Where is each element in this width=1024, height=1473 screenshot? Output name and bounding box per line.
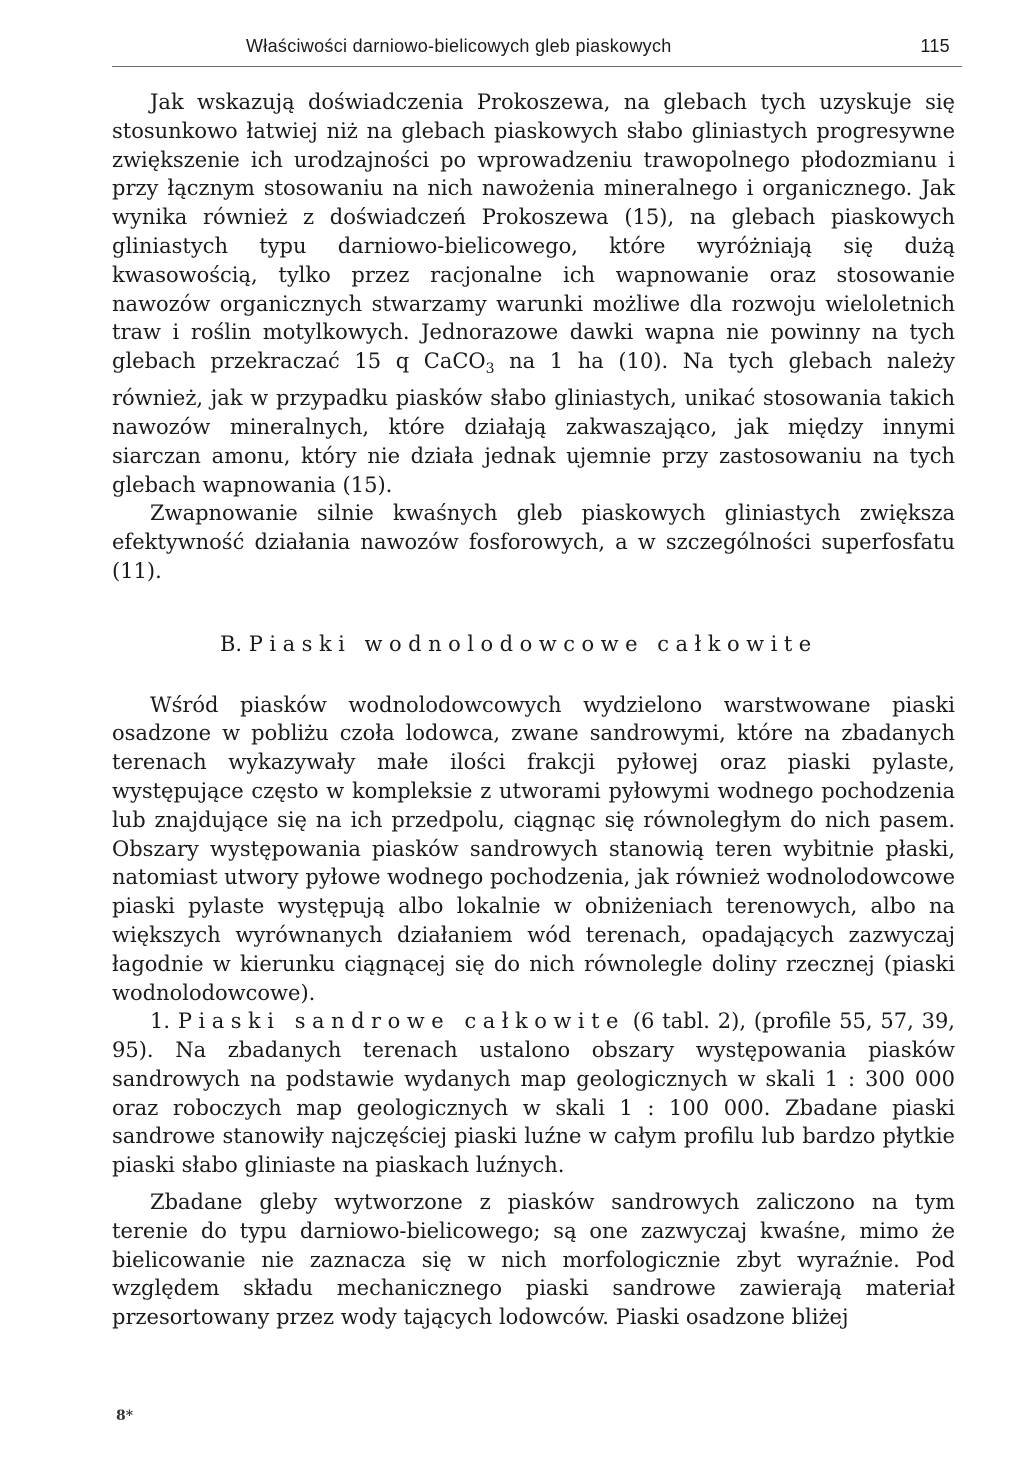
body-text <box>112 88 955 1332</box>
paragraph-4 <box>112 1007 955 1180</box>
paragraph-1-text: Jak wskazują doświadczenia Prokoszewa, na glebach tych uzyskuje się stosunkowo łatwiej niż na glebach piaskowych słabo gliniastych progresywne zwiększenie ich urodzajności po wprowadzeniu trawopolnego płodozmianu i przy łącznym stosowaniu na nich nawożenia mineralnego i organicznego. Jak wynika również z doświadczeń Prokoszewa (15), na glebach piaskowych gliniastych typu darniowo-bielicowego, które wyróżniają się dużą kwasowością, tylko przez racjonalne ich wapnowanie oraz stosowanie nawozów organicznych stwarzamy warunki możliwe dla rozwoju wieloletnich traw i roślin motylkowych. Jednorazowe dawki wapna nie powinny na tych glebach przekraczać 15 q CaCO <box>112 90 955 374</box>
paragraph-4-number: 1. <box>150 1009 171 1034</box>
subscript-3: 3 <box>485 361 495 378</box>
section-letter: B. <box>220 631 243 656</box>
paragraph-1 <box>112 88 955 499</box>
paragraph-4-spaced-title: Piaski sandrowe całkowite <box>177 1009 625 1034</box>
section-title: Piaski wodnolodowcowe całkowite <box>248 631 818 656</box>
signature-mark: 8* <box>116 1408 134 1424</box>
paragraph-5: Zbadane gleby wytworzone z piasków sandrowych zaliczono na tym terenie do typu darniowo-bielicowego; są one zazwyczaj kwaśne, mimo że bielicowanie nie zaznacza się w nich morfologicznie zbyt wyraźnie. Pod względem składu mechanicznego piaski sandrowe zawierają materiał przesortowany przez wody tających lodowców. Piaski osadzone bliżej <box>112 1190 955 1330</box>
paragraph-3: Wśród piasków wodnolodowcowych wydzielono warstwowane piaski osadzone w pobliżu czoła lodowca, zwane sandrowymi, które na zbadanych terenach wykazywały małe ilości frakcji pyłowej oraz piaski pylaste, występujące często w kompleksie z utworami pyłowymi wodnego pochodzenia lub znajdujące się na ich przedpolu, ciągnąc się równoległym do nich pasem. Obszary występowania piasków sandrowych stanowią teren wybitnie płaski, natomiast utwory pyłowe wodnego pochodzenia, jak również wodnolodowcowe piaski pylaste występują albo lokalnie w obniżeniach terenowych, albo na większych wyrównanych działaniem wód terenach, opadających zazwyczaj łagodnie w kierunku ciągnącej się do nich równolegle doliny rzecznej (piaski wodnolodowcowe). <box>112 692 955 1005</box>
page-number: 115 <box>920 36 950 56</box>
running-header <box>112 32 962 67</box>
section-heading <box>112 630 955 659</box>
paragraph-2: Zwapnowanie silnie kwaśnych gleb piaskowych gliniastych zwiększa efektywność działania nawozów fosforowych, a w szczególności superfosfatu (11). <box>112 501 955 583</box>
running-title: Właściwości darniowo-bielicowych gleb piaskowych <box>246 36 672 56</box>
paragraph-1-tail: na 1 ha (10). Na tych glebach należy również, jak w przypadku piasków słabo gliniastych, unikać stosowania takich nawozów mineralnych, które działają zakwaszająco, jak między innymi siarczan amonu, który nie działa jednak ujemnie przy zastosowaniu na tych glebach wapnowania (15). <box>112 349 955 497</box>
paragraph-4-text: (6 tabl. 2), (profile 55, 57, 39, 95). Na zbadanych terenach ustalono obszary występowania piasków sandrowych na podstawie wydanych map geologicznych w skali 1 : 300 000 oraz roboczych map geologicznych w skali 1 : 100 000. Zbadane piaski sandrowe stanowiły najczęściej piaski luźne w całym profilu lub bardzo płytkie piaski słabo gliniaste na piaskach luźnych. <box>112 1009 955 1178</box>
